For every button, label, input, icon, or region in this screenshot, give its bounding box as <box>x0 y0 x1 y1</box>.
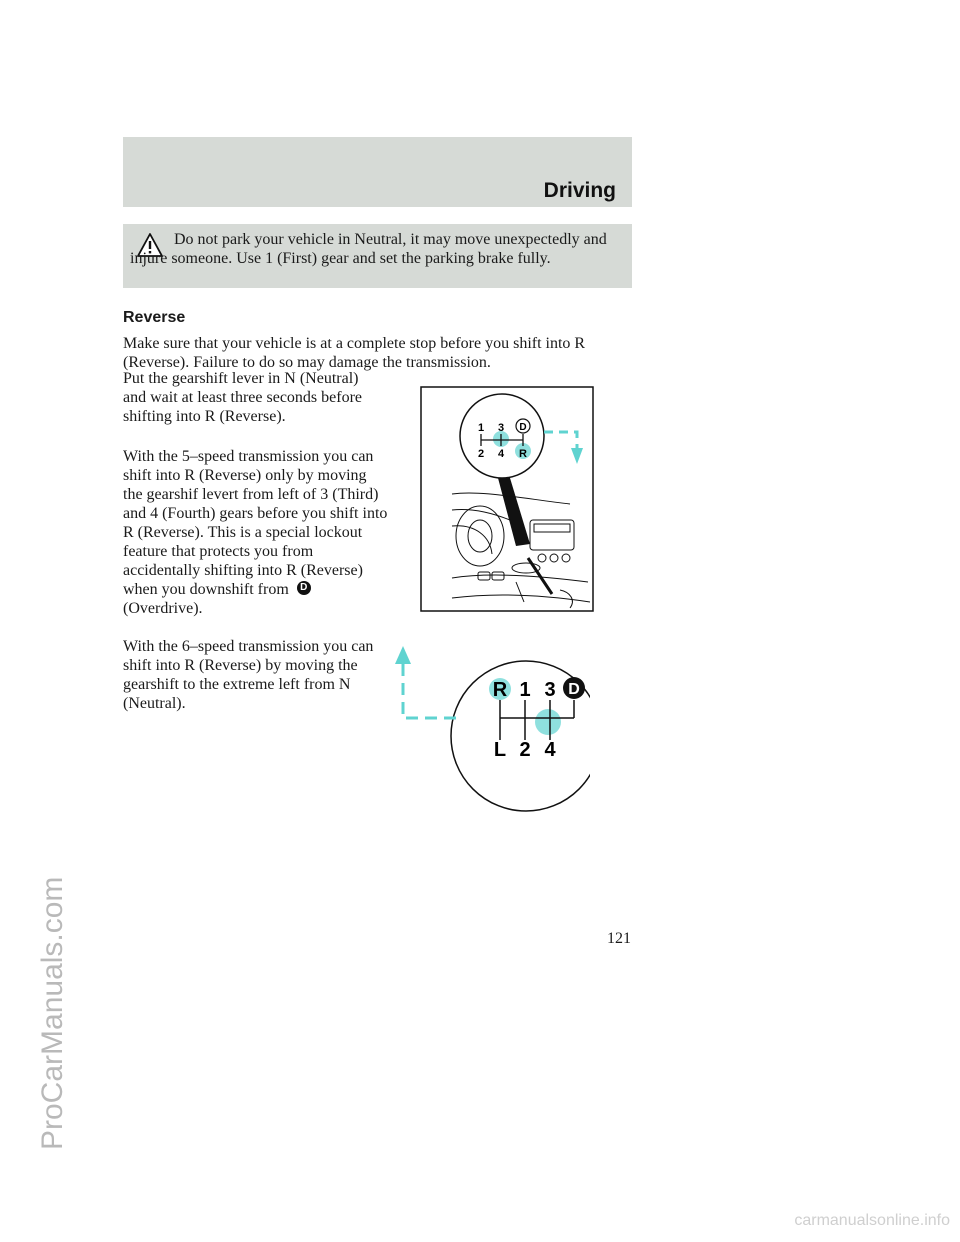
arrow-head <box>395 646 411 664</box>
warning-box <box>123 224 632 288</box>
section-heading: Reverse <box>123 309 186 326</box>
chapter-header <box>123 137 632 207</box>
paragraph-6speed: With the 6–speed transmission you can shift into R (Reverse) by moving the gearshift to the extreme left from N (Neutral). <box>123 638 374 712</box>
page-number: 121 <box>607 930 631 947</box>
gear-label: 1 <box>477 422 485 434</box>
paragraph-5speed-text: With the 5–speed transmission you can shift into R (Reverse) only by moving the gearshif levert from left of 3 (Third) and 4 (Fourth) gears before you shift into R (Reverse). This is a special lockout feature that protects you from accidentally shifting into R (Reverse) when you downshift from <box>123 448 388 598</box>
gear-label: D <box>519 422 527 433</box>
figure-6speed-shift-pattern <box>390 636 590 836</box>
figure-5speed-shift-pattern <box>420 386 600 616</box>
overdrive-icon: D <box>297 581 311 595</box>
gear-label: 4 <box>544 739 556 761</box>
gear-label: 3 <box>497 422 505 434</box>
warning-text: Do not park your vehicle in Neutral, it may move unexpectedly and injure someone. Use 1 (First) gear and set the parking brake fully. <box>130 231 607 267</box>
watermark-bottom: carmanualsonline.info <box>794 1212 950 1229</box>
gear-label: L <box>493 739 507 761</box>
gear-label: R <box>519 448 527 460</box>
gear-label: 4 <box>497 448 505 460</box>
gear-label: 3 <box>544 679 556 701</box>
gear-label: 1 <box>519 679 531 701</box>
chapter-title: Driving <box>543 179 616 202</box>
paragraph-5speed-lockout <box>123 447 388 618</box>
shift-path-arrow <box>403 664 456 718</box>
gear-label: R <box>492 679 508 701</box>
paragraph-5speed-text-end: (Overdrive). <box>123 600 203 617</box>
paragraph-stop-before-reverse: Make sure that your vehicle is at a complete stop before you shift into R (Reverse). Failure to do so may damage the transmission. <box>123 335 586 371</box>
gear-label: 2 <box>477 448 485 460</box>
neutral-highlight <box>535 709 561 735</box>
paragraph-neutral-wait: Put the gearshift lever in N (Neutral) and wait at least three seconds before shifting into R (Reverse). <box>123 370 363 425</box>
gear-label: D <box>568 681 580 698</box>
gear-label: 2 <box>519 739 531 761</box>
watermark-side: ProCarManuals.com <box>36 876 69 1150</box>
